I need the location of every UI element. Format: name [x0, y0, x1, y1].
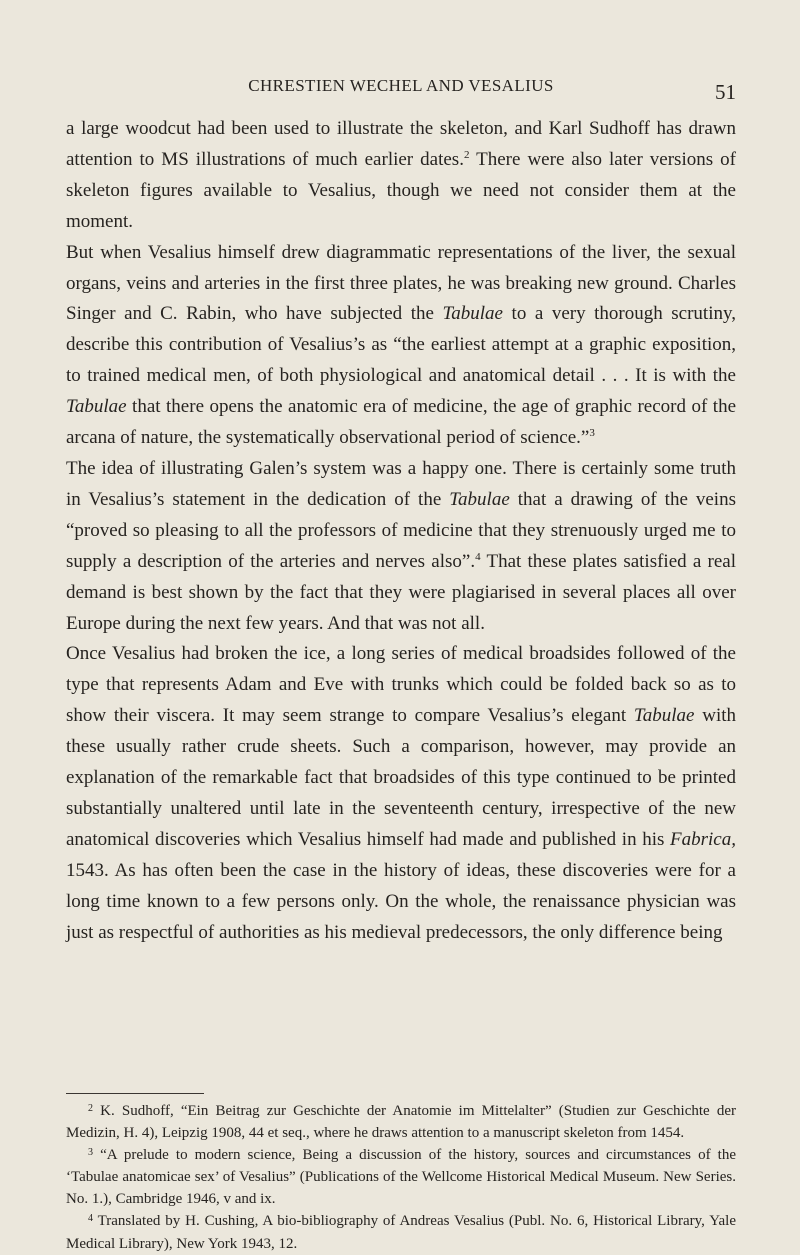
paragraph-3: [66, 454, 736, 639]
footnote-ref: 2: [463, 148, 470, 161]
footnote-number: 3: [88, 1147, 93, 1159]
running-title: CHRESTIEN WECHEL AND VESALIUS: [248, 76, 554, 95]
text-run: to a very thorough scrutiny, describe this contribution of Vesalius’s as “the earliest attempt at a graphic exposition, to trained medical men, of both physiological and anatomical detail . . . It is with the: [66, 303, 736, 387]
italic-title: Tabulae: [442, 303, 503, 325]
italic-title: Tabulae: [449, 488, 510, 510]
footnote-2: [66, 1100, 736, 1144]
text-run: that there opens the anatomic era of medicine, the age of graphic record of the arcana of nature, the systematically observational period of science.”: [66, 396, 736, 449]
footnote-ref: 3: [589, 427, 595, 440]
footnote-number: 4: [88, 1213, 93, 1225]
page-number: 51: [715, 80, 736, 104]
footnote-number: 2: [88, 1103, 93, 1114]
text-run: a large woodcut had been used to illustrate the skeleton, and Karl Sudhoff has drawn attention to MS illustrations of much earlier dates.: [66, 118, 736, 170]
italic-title: Tabulae: [66, 396, 127, 418]
running-head: [66, 76, 736, 106]
body-text: [66, 114, 736, 948]
text-run: that a drawing of the veins “proved so pleasing to all the professors of medicine that they strenuously urged me to supply a description of the arteries and nerves also”.: [66, 488, 736, 572]
italic-title: Fabrica,: [670, 828, 736, 850]
text-run: But when Vesalius himself drew diagrammatic representations of the liver, the sexual organs, veins and arteries in the first three plates, he was breaking new ground. Charles Singer and C. Rabin, who have subjected the: [66, 241, 736, 325]
footnotes: [66, 1100, 736, 1255]
paragraph-1: [66, 114, 736, 238]
footnote-text: Translated by H. Cushing, A bio-bibliography of Andreas Vesalius (Publ. No. 6, Historical Library, Yale Medical Library), New York 1943, 12.: [66, 1213, 737, 1252]
text-run: with these usually rather crude sheets. Such a comparison, however, may provide an explanation of the remarkable fact that broadsides of this type continued to be printed substantially unaltered until late in the seventeenth century, irrespective of the new anatomical discoveries which Vesalius himself had made and published in his: [66, 705, 737, 850]
text-run: There were also later versions of skeleton figures available to Vesalius, though we need not consider them at the moment.: [66, 148, 736, 232]
footnote-rule: [66, 1093, 204, 1094]
footnote-ref: 4: [475, 550, 481, 563]
text-run: That these plates satisfied a real demand is best shown by the fact that they were plagiarised in several places all over Europe during the next few years. And that was not all.: [66, 550, 736, 634]
text-run: The idea of illustrating Galen’s system was a happy one. There is certainly some truth in Vesalius’s statement in the dedication of the: [66, 457, 736, 510]
footnote-3: [66, 1144, 736, 1210]
footnote-text: K. Sudhoff, “Ein Beitrag zur Geschichte der Anatomie im Mittelalter” (Studien zur Geschichte der Medizin, H. 4), Leipzig 1908, 44 et seq., where he draws attention to a manuscript skeleton from 1454.: [66, 1103, 737, 1142]
footnote-4: [66, 1210, 736, 1254]
paragraph-4: [66, 639, 736, 948]
paragraph-2: [66, 238, 736, 454]
italic-title: Tabulae: [633, 705, 695, 727]
footnote-text: “A prelude to modern science, Being a discussion of the history, sources and circumstances of the ‘Tabulae anatomicae sex’ of Vesalius” (Publications of the Wellcome Historical Medical Museum. New Series. No. 1.), Cambridge 1946, v and ix.: [66, 1147, 737, 1208]
text-run: Once Vesalius had broken the ice, a long series of medical broadsides followed of the type that represents Adam and Eve with trunks which could be folded back so as to show their viscera. It may seem strange to compare Vesalius’s elegant: [66, 643, 736, 727]
text-run: 1543. As has often been the case in the history of ideas, these discoveries were for a long time known to a few persons only. On the whole, the renaissance physician was just as respectful of authorities as his medieval predecessors, the only difference being: [66, 859, 736, 943]
